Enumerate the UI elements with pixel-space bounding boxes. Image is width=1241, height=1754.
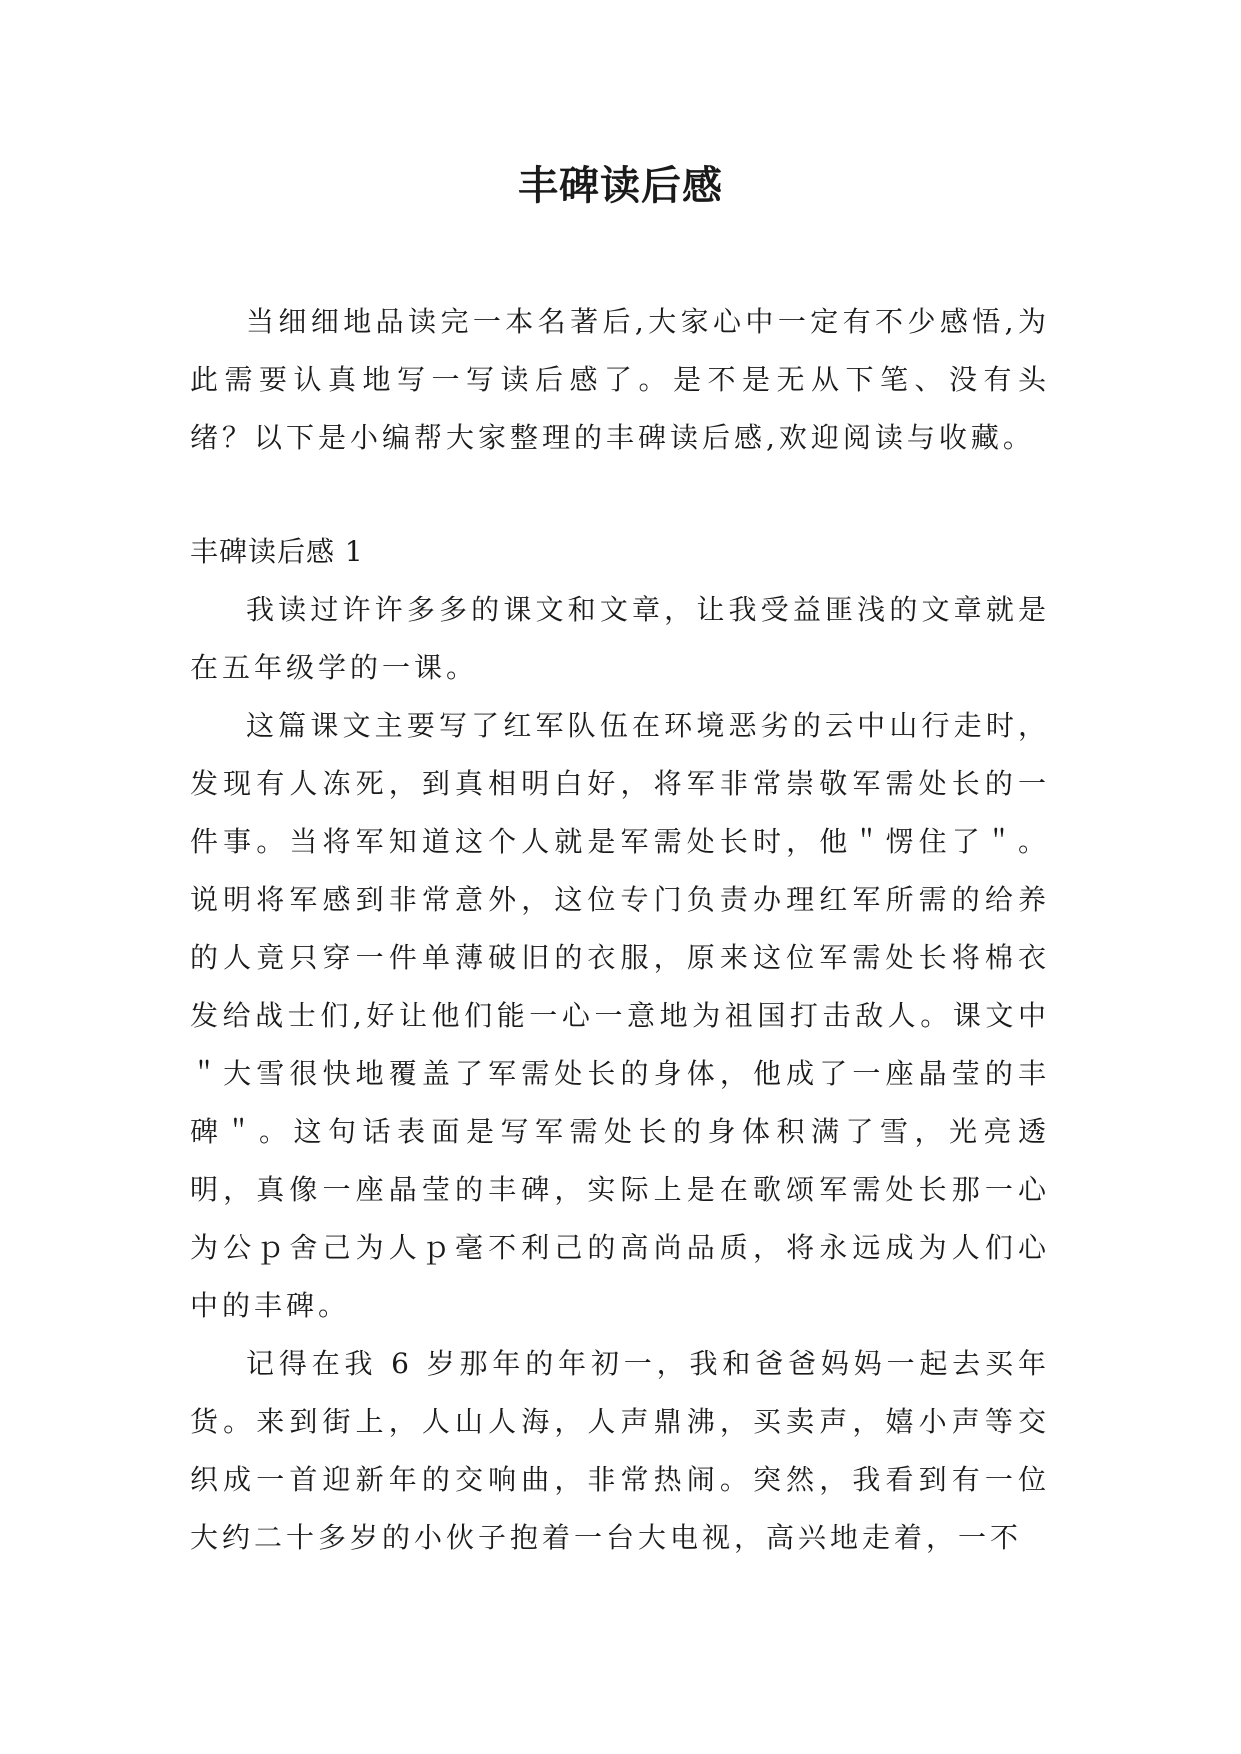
document-body [190, 293, 1050, 1567]
body-paragraph: 这篇课文主要写了红军队伍在环境恶劣的云中山行走时，发现有人冻死，到真相明白好，将军非常崇敬军需处长的一件事。当将军知道这个人就是军需处长时，他＂愣住了＂。说明将军感到非常意外，这位专门负责办理红军所需的给养的人竟只穿一件单薄破旧的衣服，原来这位军需处长将棉衣发给战士们,好让他们能一心一意地为祖国打击敌人。课文中＂大雪很快地覆盖了军需处长的身体，他成了一座晶莹的丰碑＂。这句话表面是写军需处长的身体积满了雪，光亮透明，真像一座晶莹的丰碑，实际上是在歌颂军需处长那一心为公ｐ舍己为人ｐ毫不利己的高尚品质，将永远成为人们心中的丰碑。 [190, 709, 1050, 1322]
section-heading: 丰碑读后感 1 [190, 535, 364, 568]
body-paragraph: 记得在我 6 岁那年的年初一，我和爸爸妈妈一起去买年货。来到街上，人山人海，人声鼎沸，买卖声，嬉小声等交织成一首迎新年的交响曲，非常热闹。突然，我看到有一位大约二十多岁的小伙子抱着一台大电视，高兴地走着，一不 [190, 1347, 1050, 1554]
document-title: 丰碑读后感 [518, 163, 723, 209]
body-paragraph: 我读过许许多多的课文和文章，让我受益匪浅的文章就是在五年级学的一课。 [190, 593, 1050, 684]
intro-paragraph: 当细细地品读完一本名著后,大家心中一定有不少感悟,为此需要认真地写一写读后感了。是不是无从下笔、没有头绪？以下是小编帮大家整理的丰碑读后感,欢迎阅读与收藏。 [190, 305, 1050, 454]
